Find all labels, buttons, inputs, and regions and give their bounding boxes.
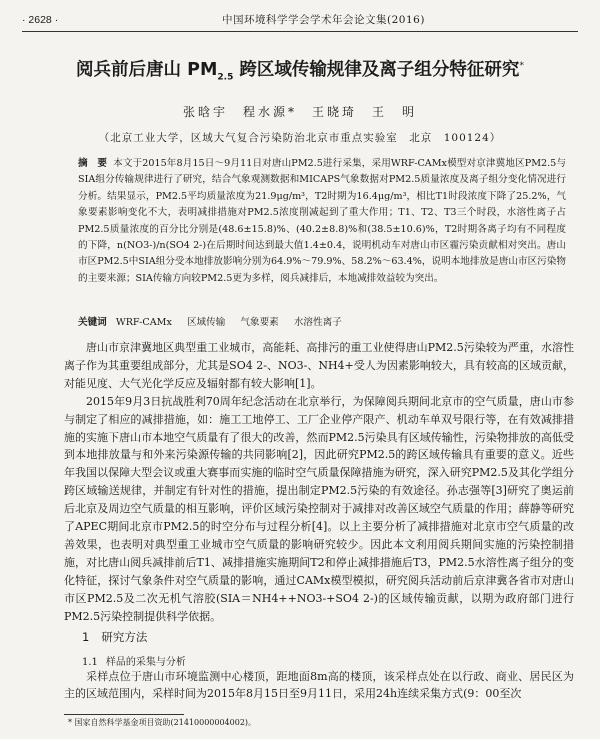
running-title: 中国环境科学学会学术年会论文集(2016) (222, 14, 425, 26)
methods-paragraph-1: 采样点位于唐山市环境监测中心楼顶，距地面8m高的楼顶，该采样点处在以行政、商业、居民区为主的区域范围内，采样时间为2015年8月15日至9月11日，采用24h连续采集方式(9：00至次 (64, 670, 574, 701)
section-title: 研究方法 (101, 630, 148, 644)
affiliation: （北京工业大学，区域大气复合污染防治北京市重点实验室 北京 100124） (98, 132, 502, 144)
introduction (64, 339, 574, 626)
subsection-title: 样品的采集与分析 (105, 657, 186, 668)
title-main: 阅兵前后唐山 PM (76, 60, 218, 80)
footnote: * 国家自然科学基金项目资助(21410000004002)。 (68, 718, 257, 727)
intro-paragraph-2: 2015年9月3日抗战胜利70周年纪念活动在北京举行，为保障阅兵期间北京市的空气质量，唐山市参与制定了相应的减排措施，如：施工工地停工、工厂企业停产限产、机动车单双号限行等，在有效减排措施的实施下唐山市本地空气质量有了很大的改善，然而PM2.5污染具有区域传输性，污染物排放的高低受到本地排放量与和外来污染源传输的共同影响[2]，因此研究PM2.5的跨区域传输具有重要的意义。近些年我国以保障大型会议或重大赛事而实施的临时空气质量保障措施为研究，深入研究PM2.5及其化学组分跨区域输送规律，并制定有针对性的措施，提出制定PM2.5污染的有效途径。孙志强等[3]研究了奥运前后北京及周边空气质量的相互影响，评价区域污染控制对于减排对改善区域空气质量的作用；薛静等研究了APEC期间北京市PM2.5的时空分布与过程分析[4]。以上主要分析了减排措施对北京市空气质量的改善效果，也表明对典型重工业城市空气质量的影响研究较少。因此本文利用阅兵期间实施的污染控制措施，对比唐山阅兵减排前后T1、减排措施实施期间T2和停止减排措施后T3，PM2.5水溶性离子组分的变化特征，探讨气象条件对空气质量的影响，通过CAMx模型模拟，研究阅兵活动前后京津冀各省市对唐山市区PM2.5及二次无机气溶胶(SIA＝NH4++NO3-+SO4 2-)的区域传输贡献，以期为政府部门进行PM2.5污染控制提供科学依据。 (64, 394, 574, 623)
paper-title (40, 58, 560, 82)
subsection-number: 1.1 (82, 657, 98, 668)
methods-text (64, 668, 574, 703)
abstract-text: 本文于2015年8月15日～9月11日对唐山PM2.5进行采集，采用WRF-CAMx模型对京津冀地区PM2.5与SIA组分传输规律进行了研究，结合气象观测数据和MICAPS气象数据对PM2.5质量浓度及离子组分变化情况进行分析。结果显示，PM2.5平均质量浓度为21.9μg/m³，T2时期为16.4μg/m³，相比T1时段浓度下降了25.2%，气象要素影响变化不大，表明减排措施对PM2.5浓度削减起到了重大作用；T1、T2、T3三个时段，水溶性离子占PM2.5质量浓度的百分比分别是(48.6±15.8)%、(40.2±8.8)%和(38.5±10.6)%，T2时期各离子均有不同程度的下降，n(NO3-)/n(SO4 2-)在后期时间达到最大值1.4±0.4，说明机动车对唐山市区霾污染贡献相对突出。唐山市区PM2.5中SIA组分受本地排放影响分别为64.9%～79.9%、58.2%～63.4%，说明本地排放是唐山市区污染物的主要来源；SIA传输方向较PM2.5更为多样，阅兵减排后，本地减排效益较为突出。 (78, 158, 567, 284)
footnote-rule (64, 714, 184, 715)
title-footnote-mark: * (519, 61, 524, 72)
intro-paragraph-1: 唐山市京津冀地区典型重工业城市，高能耗、高排污的重工业使得唐山PM2.5污染较为严重，水溶性离子作为其重要组成部分，尤其是SO4 2-、NO3-、NH4+受人为因素影响较大，具有较高的区域贡献，对能见度、大气光化学反应及辐射都有较大影响[1]。 (64, 341, 574, 390)
keyword: 水溶性离子 (293, 317, 342, 328)
abstract-label: 摘 要 (78, 158, 108, 169)
keyword: 区域传输 (186, 317, 226, 328)
authors: 张晗宇 程水源* 王晓琦 王 明 (182, 105, 417, 119)
page-number: · 2628 · (22, 14, 59, 26)
abstract (78, 156, 566, 287)
header-rule (22, 31, 578, 32)
keywords (78, 315, 566, 331)
title-rest: 跨区域传输规律及离子组分特征研究 (233, 60, 520, 80)
keyword: WRF-CAMx (115, 317, 172, 328)
keyword: 气象要素 (240, 317, 279, 328)
title-subscript: 2.5 (217, 72, 234, 83)
subsection-heading (82, 653, 186, 668)
keywords-label: 关键词 (78, 317, 107, 328)
section-heading (82, 629, 147, 645)
running-header (22, 12, 578, 28)
section-number: 1 (82, 630, 90, 644)
